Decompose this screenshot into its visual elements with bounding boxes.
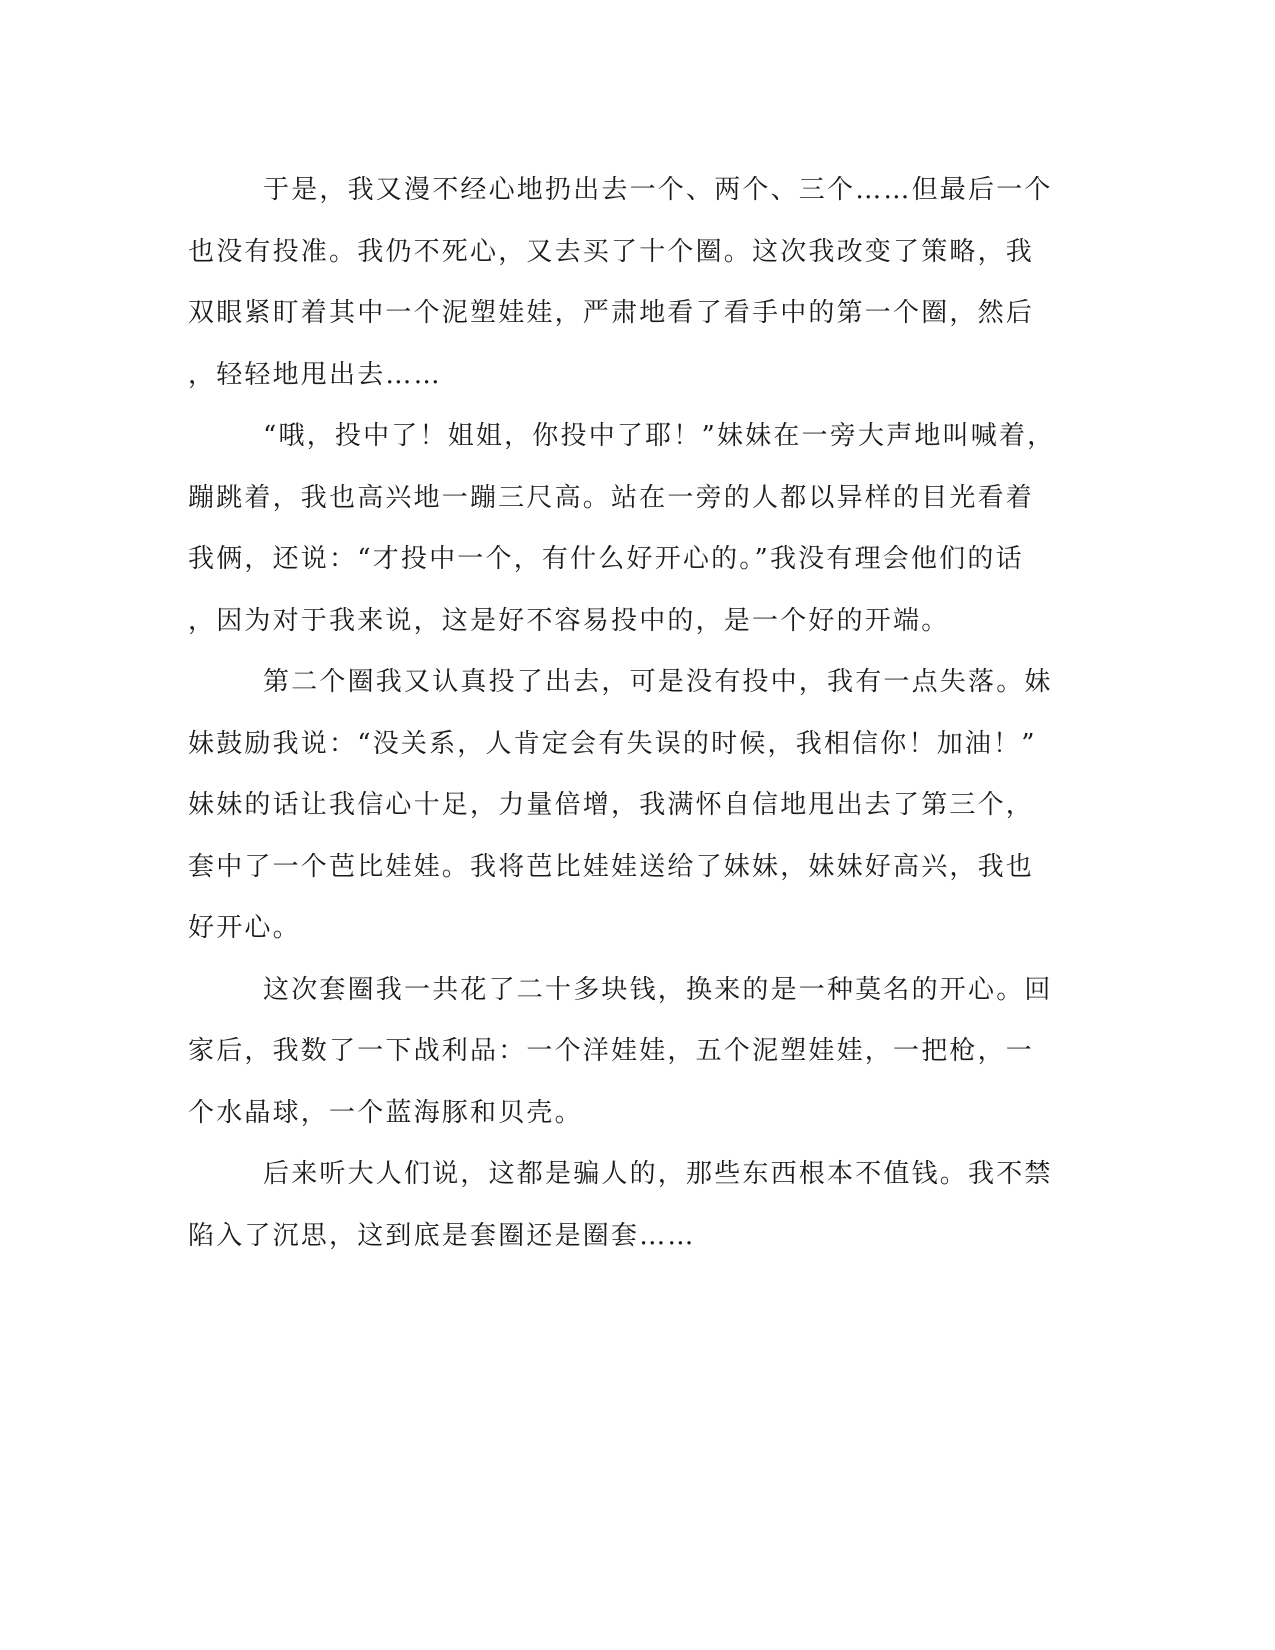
text-line: ，因为对于我来说，这是好不容易投中的，是一个好的开端。 [188, 605, 950, 636]
text-line: 套中了一个芭比娃娃。我将芭比娃娃送给了妹妹，妹妹好高兴，我也 [188, 851, 1035, 882]
paragraph-5 [188, 1144, 1068, 1267]
text-line: 妹妹的话让我信心十足，力量倍增，我满怀自信地甩出去了第三个， [188, 790, 1035, 820]
text-line: 第二个圈我又认真投了出去，可是没有投中，我有一点失落。妹 [263, 667, 1053, 697]
text-line: 妹鼓励我说：“没关系，人肯定会有失误的时候，我相信你！加油！” [188, 728, 1037, 759]
text-line: 双眼紧盯着其中一个泥塑娃娃，严肃地看了看手中的第一个圈，然后 [188, 298, 1035, 328]
paragraph-1 [188, 160, 1068, 406]
text-line: 我俩，还说：“才投中一个，有什么好开心的。”我没有理会他们的话 [188, 544, 1024, 574]
text-line: 家后，我数了一下战利品：一个洋娃娃，五个泥塑娃娃，一把枪，一 [188, 1036, 1035, 1066]
text-line: 也没有投准。我仍不死心，又去买了十个圈。这次我改变了策略，我 [188, 236, 1035, 267]
text-line: “哦，投中了！姐姐，你投中了耶！”妹妹在一旁大声地叫喊着， [263, 421, 1056, 451]
text-line: 好开心。 [188, 913, 301, 943]
text-line: 这次套圈我一共花了二十多块钱，换来的是一种莫名的开心。回 [263, 974, 1053, 1005]
text-line: 后来听大人们说，这都是骗人的，那些东西根本不值钱。我不禁 [263, 1159, 1053, 1189]
paragraph-3 [188, 652, 1068, 960]
document-body [188, 160, 1068, 1267]
text-line: 蹦跳着，我也高兴地一蹦三尺高。站在一旁的人都以异样的目光看着 [188, 482, 1035, 513]
text-line: ，轻轻地甩出去…… [188, 359, 442, 390]
text-line: 个水晶球，一个蓝海豚和贝壳。 [188, 1097, 583, 1128]
text-line: 于是，我又漫不经心地扔出去一个、两个、三个……但最后一个 [263, 175, 1053, 205]
text-line: 陷入了沉思，这到底是套圈还是圈套…… [188, 1220, 696, 1251]
paragraph-2 [188, 406, 1068, 652]
paragraph-4 [188, 960, 1068, 1145]
